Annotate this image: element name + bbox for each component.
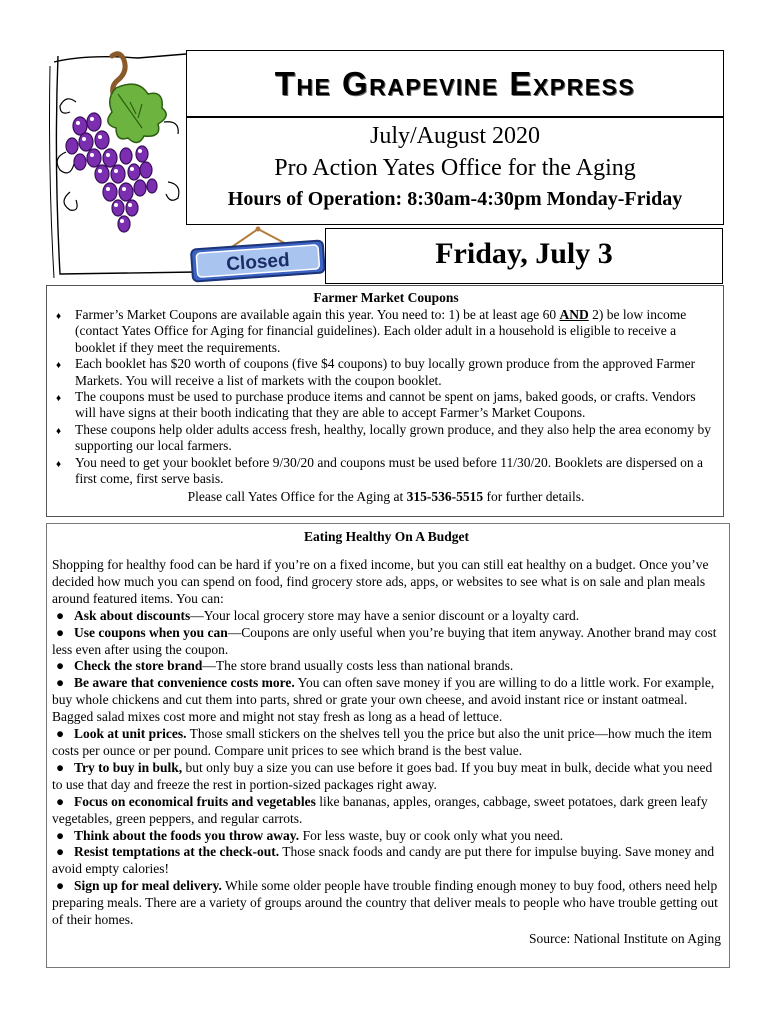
bullet-icon: ● — [56, 827, 65, 843]
diamond-bullet-icon: ♦ — [56, 425, 62, 437]
hours-of-operation: Hours of Operation: 8:30am-4:30pm Monday-Friday — [227, 188, 683, 210]
tip-item: ● Sign up for meal delivery. While some older people have trouble finding enough money to buy food, others need help preparing meals. There are a variety of groups around the country that deliver meals to people who have trouble getting out of their homes. — [52, 878, 718, 928]
tip-item: ● Focus on economical fruits and vegetables like bananas, apples, oranges, cabbage, sweet potatoes, dark green leafy vegetables, green peppers, and regular carrots. — [52, 793, 708, 826]
farmer-market-heading: Farmer Market Coupons — [313, 290, 459, 305]
eating-healthy-heading: Eating Healthy On A Budget — [303, 529, 470, 544]
newsletter-title-box — [186, 50, 724, 117]
tip-item: ● Ask about discounts—Your local grocery store may have a senior discount or a loyalty card. — [52, 608, 721, 625]
eating-healthy-intro: Shopping for healthy food can be hard if you’re on a fixed income, but you can still eat healthy on a budget. Once you’ve decided how much you can spend on food, find grocery store ads, apps, or websites to see what is on sale and plan meals around featured items. You can: — [52, 557, 709, 606]
bullet-icon: ● — [56, 658, 65, 674]
tip-item: ● Check the store brand—The store brand usually costs less than national brands. — [52, 658, 721, 675]
bullet-icon: ● — [56, 726, 65, 742]
diamond-bullet-icon: ♦ — [56, 458, 62, 470]
tip-item: ● Look at unit prices. Those small stickers on the shelves tell you the price but also the unit price—how much the item costs per ounce or per pound. Compare unit prices to see which brand is the best value. — [52, 726, 712, 758]
list-item: ♦ The coupons must be used to purchase produce items and cannot be spent on jams, baked goods, or crafts. Vendors will have signs at their booth indicating that they are able to accept Farmer’s Market Coupons. — [56, 389, 696, 421]
eating-healthy-section — [46, 523, 730, 968]
bullet-icon: ● — [56, 675, 65, 691]
contact-line: Please call Yates Office for the Aging at 315-536-5515 for further details. — [187, 489, 585, 505]
list-item: ♦ Each booklet has $20 worth of coupons (five $4 coupons) to buy locally grown produce from the approved Farmer Markets. You will receive a list of markets with the coupon booklet. — [56, 356, 696, 388]
tip-item: ● Be aware that convenience costs more. You can often save money if you are willing to do a little work. For example, buy whole chickens and cut them into parts, shred or grate your own cheese, and avoid instant rice or instant oatmeal. Bagged salad mixes cost more and might not stay fresh as long as a head of lettuce. — [52, 675, 715, 725]
diamond-bullet-icon: ♦ — [56, 393, 62, 405]
bullet-icon: ● — [56, 624, 65, 640]
bullet-icon: ● — [56, 607, 65, 623]
source-citation: Source: National Institute on Aging — [529, 930, 721, 946]
organization-name: Pro Action Yates Office for the Aging — [274, 155, 636, 181]
list-item: ♦ These coupons help older adults access fresh, healthy, locally grown produce, and they also help the area economy by supporting our local farmers. — [56, 421, 712, 454]
issue-date: July/August 2020 — [369, 123, 540, 149]
phone-number: 315-536-5515 — [406, 489, 484, 505]
closed-sign-illustration — [188, 225, 328, 283]
bullet-icon: ● — [56, 878, 65, 894]
diamond-bullet-icon: ♦ — [56, 360, 62, 372]
emphasis-and: AND — [559, 307, 589, 322]
tip-item: ● Think about the foods you throw away. For less waste, buy or cook only what you need. — [52, 828, 721, 845]
closure-date: Friday, July 3 — [435, 237, 613, 270]
farmer-market-section — [46, 285, 724, 517]
tip-item: ● Use coupons when you can—Coupons are only useful when you’re buying that item anyway. Another brand may cost less even after using the coupon. — [52, 624, 717, 657]
bullet-icon: ● — [56, 793, 65, 809]
list-item: ♦ Farmer’s Market Coupons are available again this year. You need to: 1) be at least age 60 AND 2) be low income (contact Yates Office for Aging for financial guidelines). Each older adult in a household is eligible to receive a booklet if they meet the requirements. — [56, 307, 687, 355]
closed-sign-text: Closed — [225, 249, 291, 276]
bullet-icon: ● — [56, 844, 65, 860]
bullet-icon: ● — [56, 759, 65, 775]
newsletter-info-box — [186, 117, 724, 225]
tip-item: ● Try to buy in bulk, but only buy a size you can use before it goes bad. If you buy meat in bulk, decide what you need to use that day and freeze the rest in portion-sized packages right away. — [52, 759, 713, 792]
list-item: ♦ You need to get your booklet before 9/30/20 and coupons must be used before 11/30/20. Booklets are dispersed on a first come, first serve basis. — [56, 454, 704, 487]
tip-item: ● Resist temptations at the check-out. Those snack foods and candy are put there for impulse buying. Save money and avoid empty calories! — [52, 844, 715, 877]
diamond-bullet-icon: ♦ — [56, 311, 62, 322]
newsletter-title: The Grapevine Express — [274, 65, 636, 102]
closure-notice-box — [325, 228, 723, 284]
farmer-market-list — [55, 307, 717, 487]
